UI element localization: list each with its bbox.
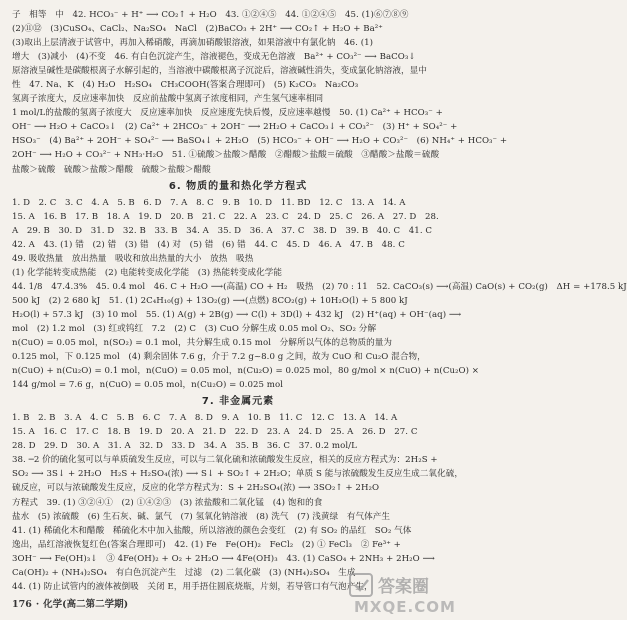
- section-heading-7: 7. 非金属元素: [201, 396, 275, 408]
- text-line: 硫反应，可以与浓硫酸发生反应，反应的化学方程式为：S + 2H₂SO₄(浓) ⟶ 3SO₂↑ + 2H₂O: [12, 483, 380, 494]
- site-watermark-logo: [348, 572, 466, 616]
- text-line: 500 kJ (2) 2 680 kJ 51. (1) 2C₄H₁₀(g) + 13O₂(g) ⟶(点燃) 8CO₂(g) + 10H₂O(l) + 5 800 kJ: [12, 295, 408, 306]
- text-line: 3OH⁻ ⟶ Fe(OH)₃↓ ③ 4Fe(OH)₂ + O₂ + 2H₂O ⟶ 4Fe(OH)₃ 43. (1) CaSO₄ + 2NH₃ + 2H₂O ⟶: [12, 553, 435, 564]
- text-line: OH⁻ ⟶ H₂O + CaCO₃↓ (2) Ca²⁺ + 2HCO₃⁻ + 2OH⁻ ⟶ 2H₂O + CaCO₃↓ + CO₃²⁻ (3) H⁺ + SO₄²⁻ +: [12, 122, 458, 133]
- text-line: 性 47. Na、K (4) H₂O H₂SO₄ CH₃COOH(答案合理即可) (5) K₂CO₃ Na₂CO₃: [12, 80, 359, 91]
- text-line: 盐水 (5) 浓硫酸 (6) 生石灰、碱、氯气 (7) 氢氧化钠溶液 (8) 洗气 (7) 浅黄绿 有气体产生: [12, 511, 391, 522]
- text-line: 1 mol/L的盐酸的氢离子浓度大 反应速率加快 反应速度先快后慢，反应速率越慢 50. (1) Ca²⁺ + HCO₃⁻ +: [12, 108, 443, 119]
- text-line: 增大 (3)减小 (4)不变 46. 有白色沉淀产生，溶液褪色，变成无色溶液 Ba²⁺ + CO₃²⁻ ⟶ BaCO₃↓: [12, 52, 416, 63]
- text-line: 盐酸＞硫酸 硫酸＞盐酸＞醋酸 硫酸＞盐酸＞醋酸: [12, 164, 211, 175]
- text-line: 逸出，品红溶液恢复红色(答案合理即可) 42. (1) Fe Fe(OH)₂ FeCl₂ (2) ① FeCl₃ ② Fe³⁺ +: [12, 539, 401, 550]
- text-line: 28. D 29. D 30. A 31. A 32. D 33. D 34. A 35. B 36. C 37. 0.2 mol/L: [12, 441, 357, 452]
- watermark-text-cn: 答案圈: [378, 577, 429, 597]
- text-line: Ca(OH)₂ + (NH₄)₂SO₄ 有白色沉淀产生 过滤 (2) 二氧化碳 (3) (NH₄)₂SO₄ 生成: [12, 567, 356, 578]
- text-line: (2)⑪⑫ (3)CuSO₄、CaCl₂、Na₂SO₄ NaCl (2)BaCO₃ + 2H⁺ ⟶ CO₂↑ + H₂O + Ba²⁺: [12, 24, 383, 35]
- text-line: 38. ─2 价的硫化氢可以与单质硫发生反应，可以与二氧化硫和浓硫酸发生反应，相关的反应方程式为：2H₂S +: [12, 455, 438, 466]
- text-line: SO₂ ⟶ 3S↓ + 2H₂O H₂S + H₂SO₄(浓) ⟶ S↓ + SO₂↑ + 2H₂O；单质 S 能与浓硫酸发生反应生成二氧化硫，: [12, 469, 463, 480]
- text-line: 原溶液呈碱性是碳酸根离子水解引起的，当溶液中碳酸根离子沉淀后，溶液碱性消失，变成氯化钠溶液，显中: [12, 66, 427, 77]
- text-line: 15. A 16. B 17. B 18. A 19. D 20. B 21. C 22. A 23. C 24. D 25. C 26. A 27. D 28.: [12, 211, 439, 222]
- footer-separator: ·: [35, 599, 40, 610]
- text-line: 方程式 39. (1) ③②④① (2) ①④②③ (3) 浓盐酸和二氧化锰 (4) 饱和的食: [12, 497, 323, 508]
- book-title: 化学(高二第二学期): [43, 599, 129, 610]
- page-footer: [12, 596, 132, 610]
- text-line: 41. (1) 稀硫化木和醋酸 稀硫化木中加入盐酸，所以溶液的颜色会变红 (2) 有 SO₂ 的品红 SO₂ 气体: [12, 525, 412, 536]
- text-line: 44. 1/8 47.4.3% 45. 0.4 mol 46. C + H₂O ⟶(高温) CO + H₂ 吸热 (2) 70 : 11 52. CaCO₃(s) ⟶(高温) CaO(s) + CO₂(g) ΔH = +178.5 kJ: [12, 281, 627, 292]
- text-line: 2OH⁻ ⟶ H₂O + CO₃²⁻ + NH₃·H₂O 51. ①硫酸＞盐酸＞醋酸 ②醋酸＞盐酸＝硫酸 ③醋酸＞盐酸＝硫酸: [12, 150, 440, 161]
- watermark-text-en: MXQE.COM: [354, 598, 456, 616]
- text-line: 0.125 mol，下 0.125 mol (4) 剩余固体 7.6 g，介于 7.2 g~8.0 g 之间，故为 CuO 和 Cu₂O 混合物，: [12, 352, 426, 363]
- text-line: (3)取出上层清液于试管中，再加入稀硝酸，再滴加硝酸银溶液，如果溶液中有氯化钠 46. (1): [12, 38, 374, 49]
- text-line: 氢离子浓度大，反应速率加快 反应前盐酸中氢离子浓度相同，产生氢气速率相同: [12, 94, 324, 105]
- top-block: [12, 8, 508, 177]
- text-line: 1. D 2. C 3. C 4. A 5. B 6. D 7. A 8. C 9. B 10. D 11. BD 12. C 13. A 14. A: [12, 197, 406, 208]
- text-line: HSO₃⁻ (4) Ba²⁺ + 2OH⁻ + SO₄²⁻ ⟶ BaSO₄↓ + 2H₂O (5) HCO₃⁻ + OH⁻ ⟶ H₂O + CO₃²⁻ (6) NH₄⁺ + HCO₃⁻ +: [12, 136, 508, 147]
- text-line: n(CuO) + n(Cu₂O) = 0.1 mol，n(CuO) = 0.05 mol，n(Cu₂O) = 0.025 mol，80 g/mol × n(CuO) + n(Cu₂O) ×: [12, 366, 480, 377]
- text-line: 144 g/mol = 7.6 g，n(CuO) = 0.05 mol，n(Cu₂O) = 0.025 mol: [12, 380, 284, 391]
- text-line: 15. A 16. C 17. C 18. B 19. D 20. A 21. D 22. D 23. A 24. D 25. A 26. D 27. C: [12, 427, 418, 438]
- text-line: (1) 化学能转变成热能 (2) 电能转变成化学能 (3) 热能转变成化学能: [12, 267, 283, 278]
- text-line: 49. 吸收热量 放出热量 吸收和放出热量的大小 放热 吸热: [12, 253, 254, 264]
- check-icon: [355, 580, 368, 590]
- text-line: 44. (1) 防止试管内的液体被倒吸 关闭 E，用手捂住圆底烧瓶，片刻，若导管口有气泡产生，: [12, 581, 373, 592]
- watermark-box: [350, 574, 372, 596]
- text-line: A 29. B 30. D 31. D 32. B 33. B 34. A 35. D 36. A 37. C 38. D 39. B 40. C 41. C: [12, 225, 433, 236]
- section-6-block: [12, 196, 627, 393]
- text-line: 子 相等 中 42. HCO₃⁻ + H⁺ ⟶ CO₂↑ + H₂O 43. ①②④⑤ 44. ①②④⑤ 45. (1)⑥⑦⑧⑨: [12, 10, 409, 20]
- text-line: H₂O(l) + 57.3 kJ (3) 10 mol 55. (1) A(g) + 2B(g) ⟶ C(l) + 3D(l) + 432 kJ (2) H⁺(aq) + OH⁻(aq) ⟶: [12, 309, 462, 320]
- text-line: 1. B 2. B 3. A 4. C 5. B 6. C 7. A 8. D 9. A 10. B 11. C 12. C 13. A 14. A: [12, 413, 398, 424]
- text-line: n(CuO) = 0.05 mol，n(SO₂) = 0.1 mol，共分解生成 0.15 mol 分解所以气体的总物质的量为: [12, 338, 393, 349]
- section-heading-6: 6. 物质的量和热化学方程式: [168, 180, 308, 192]
- text-line: 42. A 43. (1) 错 (2) 错 (3) 错 (4) 对 (5) 错 (6) 错 44. C 45. D 46. A 47. B 48. C: [12, 239, 405, 250]
- section-7-block: [12, 411, 464, 594]
- text-line: mol (2) 1.2 mol (3) 红或钨红 7.2 (2) C (3) CuO 分解生成 0.05 mol O₂、SO₂ 分解: [12, 323, 377, 334]
- page-number: 176: [12, 599, 32, 610]
